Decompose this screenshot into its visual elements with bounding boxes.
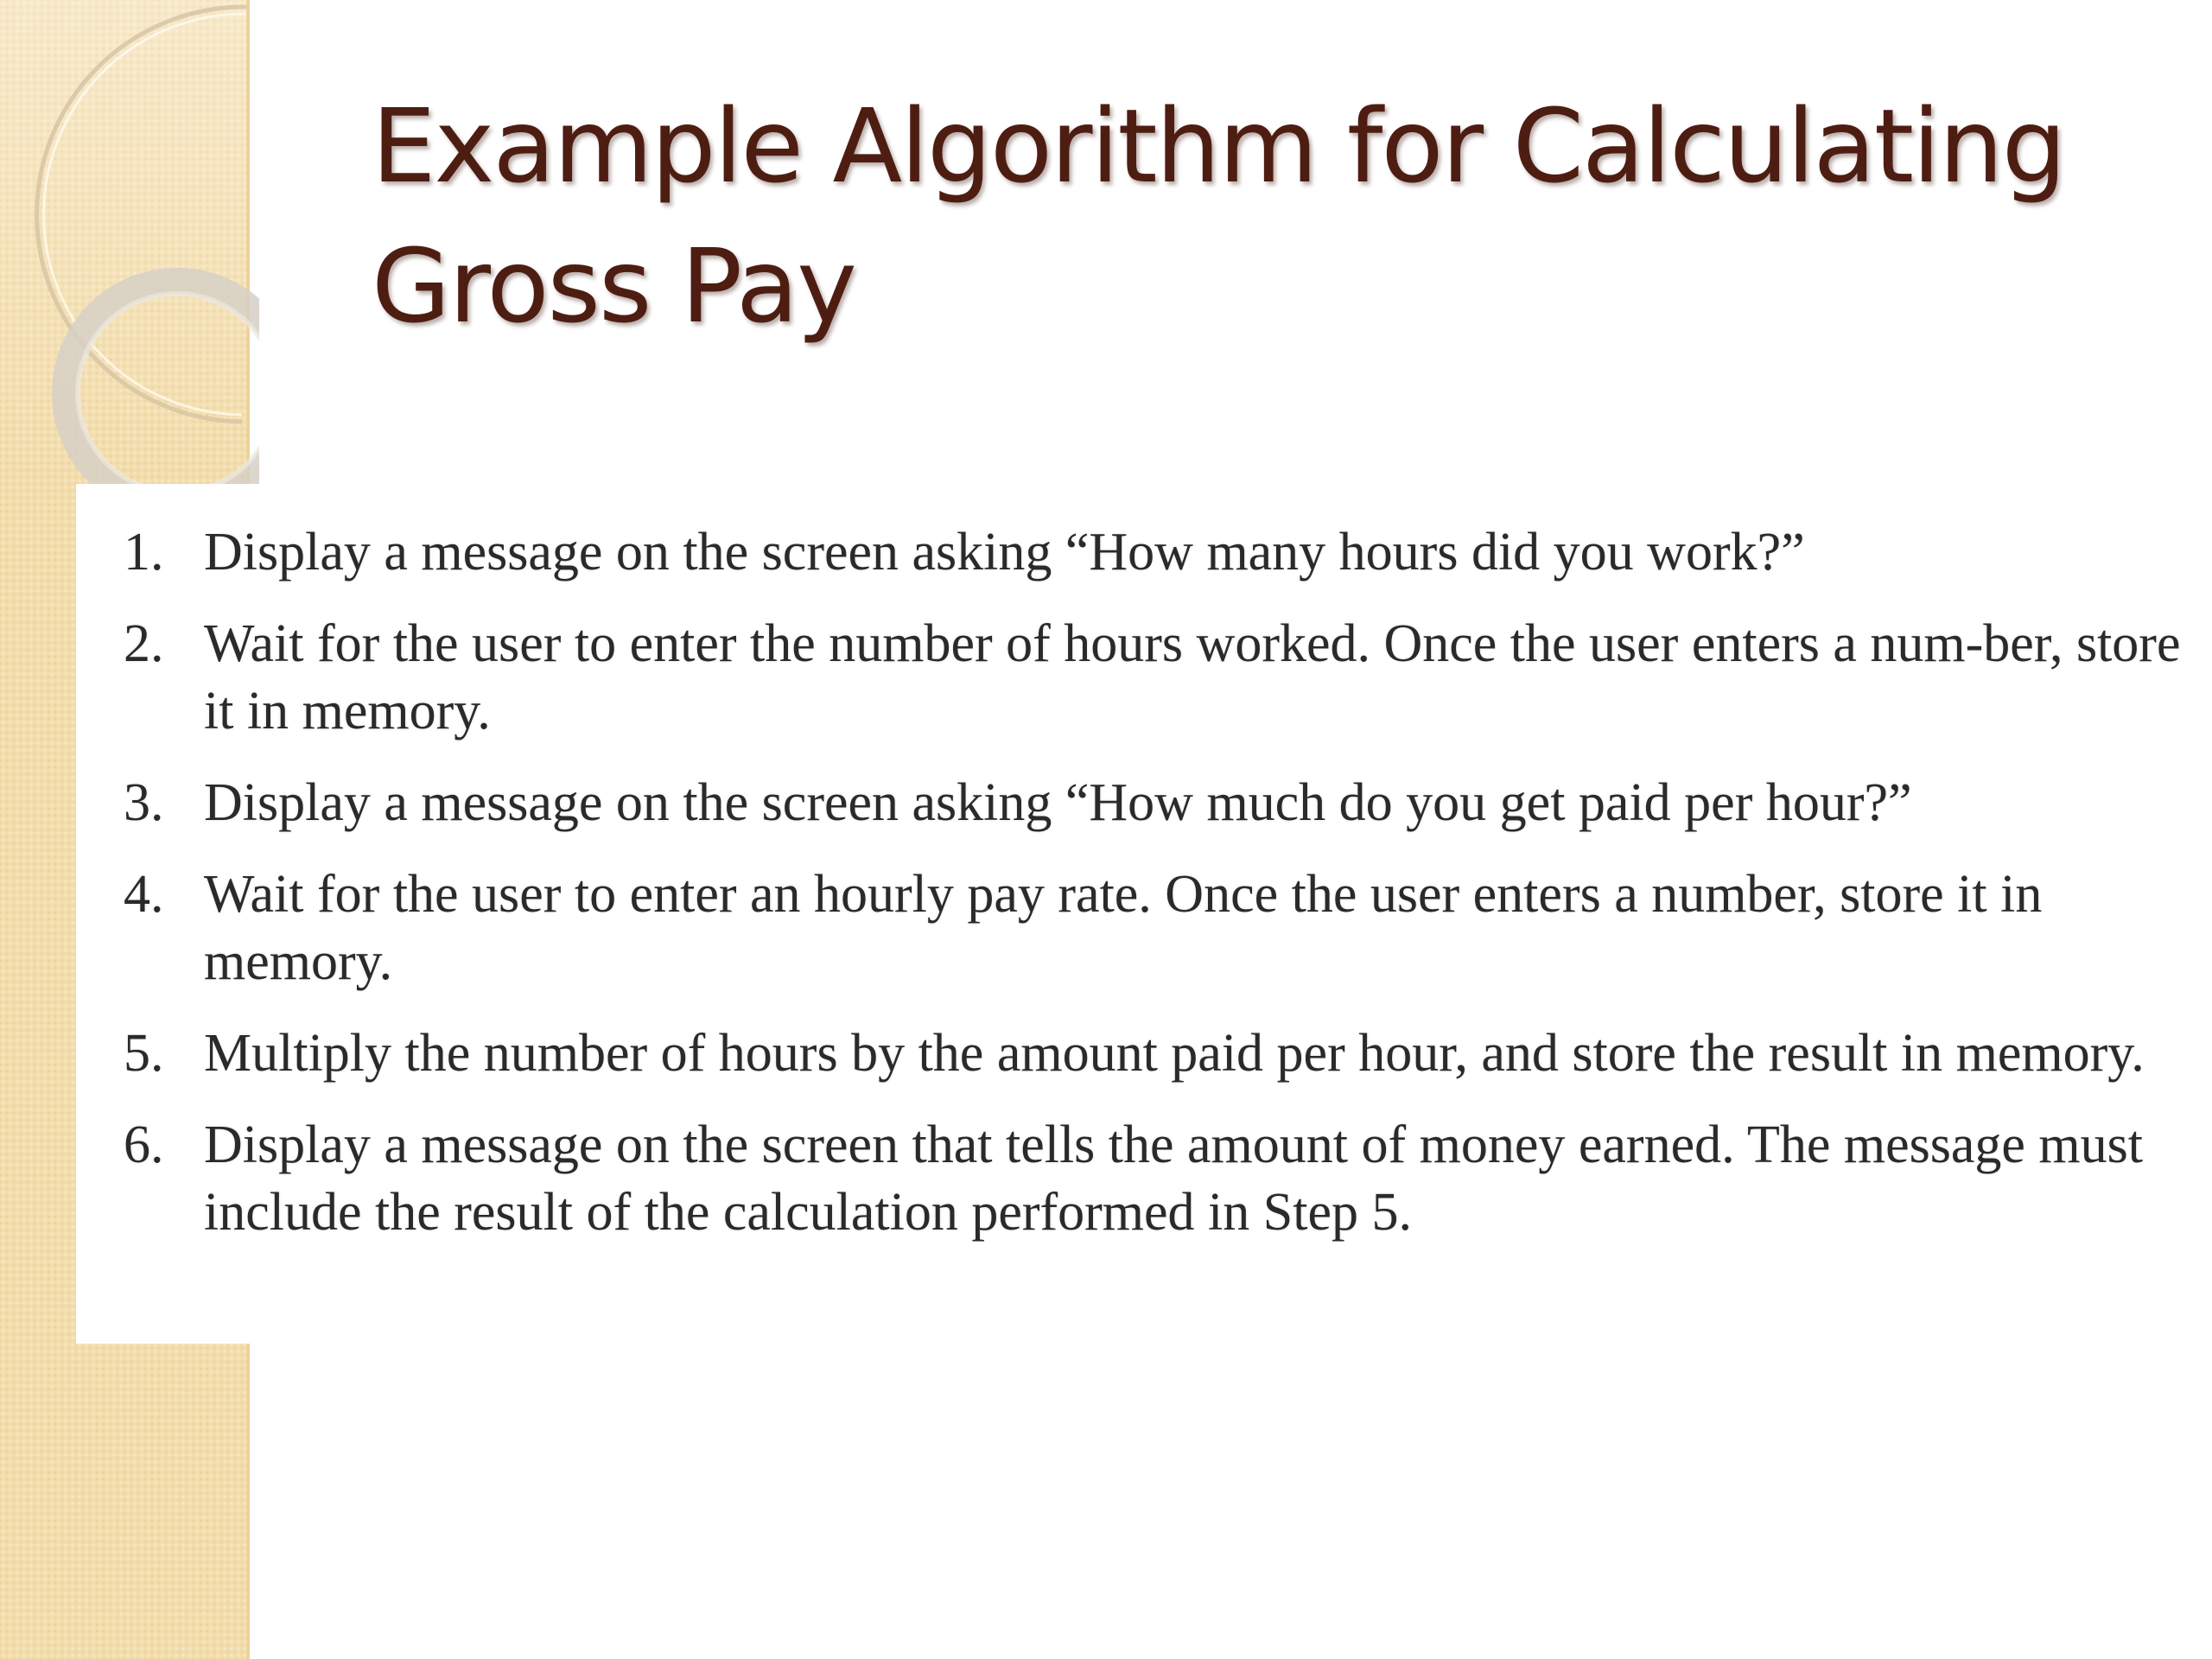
step-text: Wait for the user to enter the number of hours worked. Once the user enters a num-ber, store it in memory.	[204, 614, 2181, 741]
step-number: 2.	[124, 614, 164, 673]
list-item	[124, 769, 2212, 836]
step-number: 5.	[124, 1024, 164, 1083]
step-number: 6.	[124, 1116, 164, 1174]
slide-title: Example Algorithm for Calculating Gross Pay	[372, 86, 2065, 346]
decorative-ring-small-highlight	[78, 294, 259, 493]
step-text: Wait for the user to enter an hourly pay rate. Once the user enters a number, store it in memory.	[204, 865, 2043, 991]
algorithm-steps-list	[124, 518, 2212, 1270]
step-number: 1.	[124, 523, 164, 582]
list-item	[124, 1111, 2212, 1246]
step-number: 3.	[124, 773, 164, 832]
decorative-ring-small	[65, 281, 259, 505]
list-item	[124, 518, 2212, 586]
list-item	[124, 861, 2212, 995]
step-text: Display a message on the screen asking “How much do you get paid per hour?”	[204, 773, 1912, 832]
step-text: Multiply the number of hours by the amount paid per hour, and store the result in memory.	[204, 1024, 2145, 1083]
step-text: Display a message on the screen asking “How many hours did you work?”	[204, 523, 1805, 582]
steps-panel	[76, 484, 2212, 1344]
list-item	[124, 1020, 2212, 1087]
step-text: Display a message on the screen that tells the amount of money earned. The message must include the result of the calculation performed in Step 5.	[204, 1116, 2143, 1242]
list-item	[124, 610, 2212, 745]
step-number: 4.	[124, 865, 164, 924]
decorative-circles	[0, 0, 259, 518]
